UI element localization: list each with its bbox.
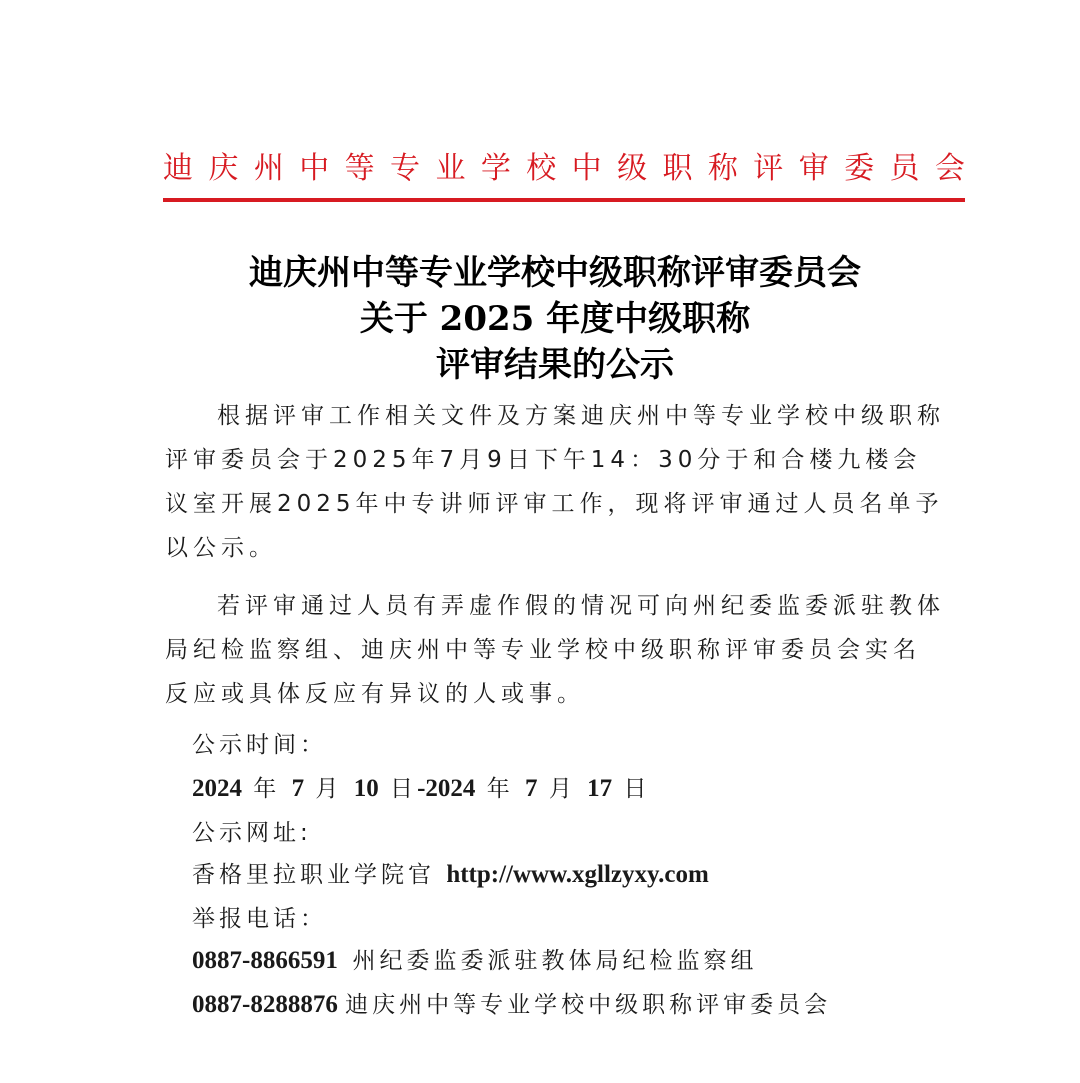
- unit: 月: [304, 776, 354, 802]
- title-line-1: 迪庆州中等专业学校中级职称评审委员会: [249, 253, 861, 293]
- masthead-char: 学: [480, 151, 511, 186]
- paragraph-text: 若评审通过人员有弄虚作假的情况可向州纪委监委派驻教体局纪检监察组、迪庆州中等专业学校中级职称评审委员会实名反应或具体反应有异议的人或事。: [165, 593, 945, 707]
- hotline-item: [192, 942, 757, 975]
- masthead-char: 中: [299, 151, 330, 186]
- unit: 月: [537, 776, 588, 802]
- day: 10: [353, 775, 379, 802]
- masthead-char: 职: [662, 151, 693, 186]
- body-paragraph-2: [165, 584, 945, 716]
- body-paragraph-1: [165, 394, 945, 570]
- masthead-char: 校: [526, 151, 557, 186]
- masthead-char: 业: [435, 151, 466, 186]
- paragraph-text: 根据评审工作相关文件及方案迪庆州中等专业学校中级职称评审委员会于2025年7月9日下午14：30分于和合楼九楼会议室开展2025年中专讲师评审工作，现将评审通过人员名单予以公示。: [165, 403, 945, 561]
- website-url-link[interactable]: http://www.xgllzyxy.com: [446, 861, 709, 888]
- hotline-org: 迪庆州中等专业学校中级职称评审委员会: [345, 992, 832, 1018]
- masthead-char: 庆: [208, 151, 239, 186]
- month: 7: [291, 775, 305, 802]
- year: -2024: [417, 775, 476, 802]
- notice-period-value: [192, 770, 650, 803]
- title-line-2: 关于 2025 年度中级职称: [359, 299, 751, 339]
- day: 17: [587, 775, 613, 802]
- unit: 日: [378, 776, 418, 802]
- month: 7: [525, 775, 538, 802]
- website-label: 公示网址:: [192, 820, 312, 846]
- year: 2024: [192, 775, 242, 802]
- masthead-char: 评: [753, 151, 784, 186]
- hotline-item: [192, 986, 831, 1019]
- red-divider-line: [163, 198, 965, 202]
- masthead-char: 级: [617, 151, 648, 186]
- masthead-char: 州: [253, 151, 284, 186]
- hotline-label: 举报电话：: [192, 906, 327, 932]
- phone-number: 0887-8866591: [192, 947, 338, 974]
- masthead-char: 委: [844, 151, 875, 186]
- hotline-org: 州纪委监委派驻教体局纪检监察组: [352, 948, 758, 974]
- masthead-char: 迪: [163, 151, 193, 186]
- masthead-char: 会: [934, 151, 965, 186]
- masthead-committee-name: [163, 145, 965, 185]
- masthead-char: 称: [707, 151, 738, 186]
- document-title: [160, 250, 950, 388]
- unit: 年: [242, 776, 292, 802]
- masthead-char: 专: [390, 151, 421, 186]
- masthead-char: 员: [889, 151, 920, 186]
- website-name: 香格里拉职业学院官: [192, 862, 447, 888]
- masthead-char: 中: [571, 151, 602, 186]
- masthead-char: 等: [344, 151, 375, 186]
- website-value: [192, 856, 709, 889]
- title-line-3: 评审结果的公示: [436, 345, 674, 385]
- masthead-char: 审: [798, 151, 829, 186]
- unit: 年: [475, 776, 526, 802]
- unit: 日: [612, 776, 651, 802]
- notice-period-label: 公示时间：: [192, 732, 327, 758]
- phone-number: 0887-8288876: [192, 991, 338, 1018]
